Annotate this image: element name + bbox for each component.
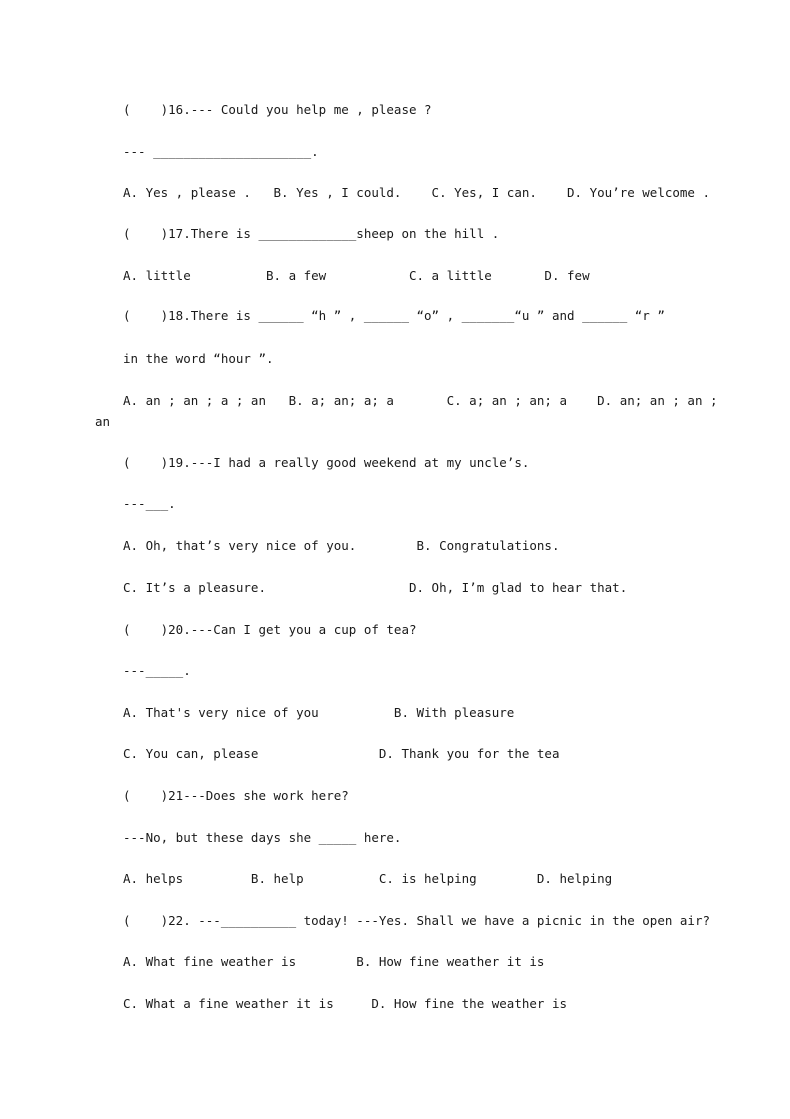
question-21-reply: ---No, but these days she _____ here. [123, 830, 402, 845]
question-19-options-2: C. It’s a pleasure. D. Oh, I’m glad to hear that. [123, 580, 628, 595]
question-16-stem: ( )16.--- Could you help me , please ? [123, 102, 432, 117]
question-18-stem: ( )18.There is ______ “h ” , ______ “o” , _______“u ” and ______ “r ” [123, 308, 665, 323]
question-16-options: A. Yes , please . B. Yes , I could. C. Yes, I can. D. You’re welcome . [123, 185, 710, 200]
question-17-options: A. little B. a few C. a little D. few [123, 268, 590, 283]
question-16-reply: --- _____________________. [123, 144, 319, 159]
question-21-stem: ( )21---Does she work here? [123, 788, 349, 803]
question-17-stem: ( )17.There is _____________sheep on the hill . [123, 226, 500, 241]
question-19-options-1: A. Oh, that’s very nice of you. B. Congratulations. [123, 538, 560, 553]
question-22-stem: ( )22. ---__________ today! ---Yes. Shall we have a picnic in the open air? [123, 913, 710, 928]
question-18-options-wrap: an [95, 414, 111, 429]
question-20-stem: ( )20.---Can I get you a cup of tea? [123, 622, 417, 637]
question-22-options-2: C. What a fine weather it is D. How fine the weather is [123, 996, 568, 1011]
question-18-options: A. an ; an ; a ; an B. a; an; a; a C. a; an ; an; a D. an; an ; an ; [123, 393, 718, 408]
question-19-reply: ---___. [123, 496, 176, 511]
question-21-options: A. helps B. help C. is helping D. helping [123, 871, 613, 886]
question-22-options-1: A. What fine weather is B. How fine weather it is [123, 954, 545, 969]
question-20-options-1: A. That's very nice of you B. With pleasure [123, 705, 515, 720]
question-18-stem-continued: in the word “hour ”. [123, 351, 274, 366]
question-20-reply: ---_____. [123, 663, 191, 678]
question-19-stem: ( )19.---I had a really good weekend at my uncle’s. [123, 455, 530, 470]
question-20-options-2: C. You can, please D. Thank you for the tea [123, 746, 560, 761]
